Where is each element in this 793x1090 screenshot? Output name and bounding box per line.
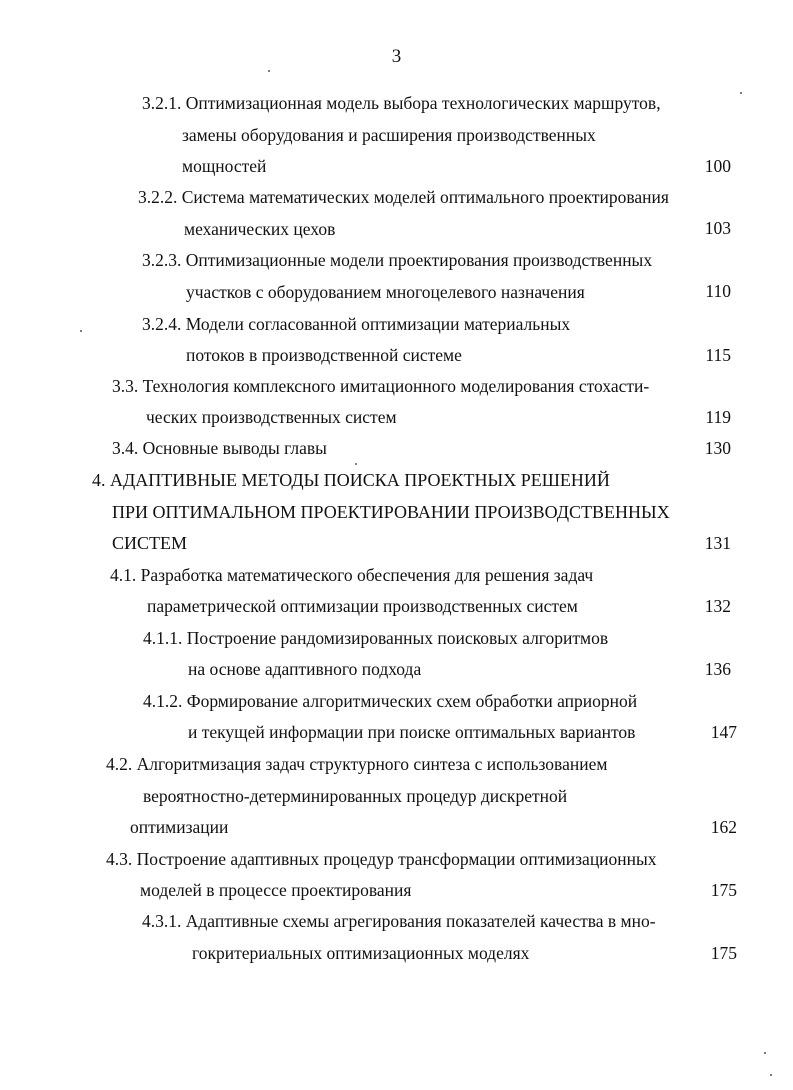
- toc-entry-line: 4.3.1. Адаптивные схемы агрегирования показателей качества в мно-: [142, 911, 656, 931]
- toc-page-number: 136: [704, 659, 731, 679]
- scan-speck: [740, 92, 742, 94]
- toc-entry-line: и текущей информации при поиске оптимальных вариантов: [188, 722, 636, 742]
- toc-entry-line: 4. АДАПТИВНЫЕ МЕТОДЫ ПОИСКА ПРОЕКТНЫХ РЕШЕНИЙ: [92, 470, 610, 490]
- toc-entry-line: 3.2.4. Модели согласованной оптимизации материальных: [142, 314, 571, 334]
- toc-entry-line: 3.3. Технология комплексного имитационного моделирования стохасти-: [112, 376, 650, 396]
- toc-entry-line: 4.1.1. Построение рандомизированных поисковых алгоритмов: [143, 628, 609, 648]
- toc-entry-line: вероятностно-детерминированных процедур дискретной: [143, 786, 568, 806]
- scan-speck: [268, 70, 270, 72]
- scan-speck: [764, 1052, 766, 1054]
- toc-page-number: 115: [705, 345, 731, 365]
- toc-entry-line: замены оборудования и расширения производственных: [182, 125, 596, 145]
- toc-entry-line: ПРИ ОПТИМАЛЬНОМ ПРОЕКТИРОВАНИИ ПРОИЗВОДСТВЕННЫХ: [112, 502, 670, 522]
- toc-entry-line: 4.1. Разработка математического обеспечения для решения задач: [110, 565, 594, 585]
- toc-entry-line: 3.2.3. Оптимизационные модели проектирования производственных: [142, 250, 653, 270]
- toc-entry-line: участков с оборудованием многоцелевого назначения: [186, 282, 585, 302]
- toc-entry-line: моделей в процессе проектирования: [140, 880, 412, 900]
- toc-entry-line: 4.1.2. Формирование алгоритмических схем обработки априорной: [143, 691, 638, 711]
- scan-speck: [80, 330, 82, 332]
- toc-entry-line: СИСТЕМ: [112, 533, 188, 553]
- toc-entry-line: ческих производственных систем: [146, 407, 397, 427]
- toc-page-number: 132: [704, 596, 731, 616]
- toc-page-number: 130: [704, 438, 731, 458]
- toc-entry-line: мощностей: [182, 156, 267, 176]
- toc-page-number: 100: [704, 156, 731, 176]
- toc-entry-line: 4.3. Построение адаптивных процедур трансформации оптимизационных: [106, 849, 657, 869]
- toc-entry-line: оптимизации: [130, 817, 229, 837]
- toc-entry-line: параметрической оптимизации производственных систем: [147, 596, 578, 616]
- toc-page-number: 131: [704, 533, 731, 553]
- toc-entry-line: на основе адаптивного подхода: [188, 659, 422, 679]
- page-number: 3: [391, 46, 402, 67]
- toc-page-number: 175: [710, 943, 737, 963]
- toc-page-number: 110: [705, 281, 731, 301]
- toc-entry-line: механических цехов: [184, 219, 336, 239]
- toc-entry-line: потоков в производственной системе: [186, 345, 462, 365]
- scan-speck: [770, 1074, 772, 1076]
- toc-entry-line: 3.2.1. Оптимизационная модель выбора технологических маршрутов,: [142, 93, 661, 113]
- toc-page-number: 162: [710, 817, 737, 837]
- toc-entry-line: 3.2.2. Система математических моделей оптимального проектирования: [138, 187, 669, 207]
- toc-entry-line: 3.4. Основные выводы главы: [112, 438, 327, 458]
- toc-entry-line: 4.2. Алгоритмизация задач структурного синтеза с использованием: [106, 754, 608, 774]
- scan-speck: [355, 463, 357, 465]
- toc-page-number: 175: [710, 880, 737, 900]
- toc-page-number: 119: [705, 407, 731, 427]
- toc-page-number: 103: [704, 218, 731, 238]
- toc-entry-line: гокритериальных оптимизационных моделях: [192, 943, 530, 963]
- toc-page-number: 147: [710, 722, 737, 742]
